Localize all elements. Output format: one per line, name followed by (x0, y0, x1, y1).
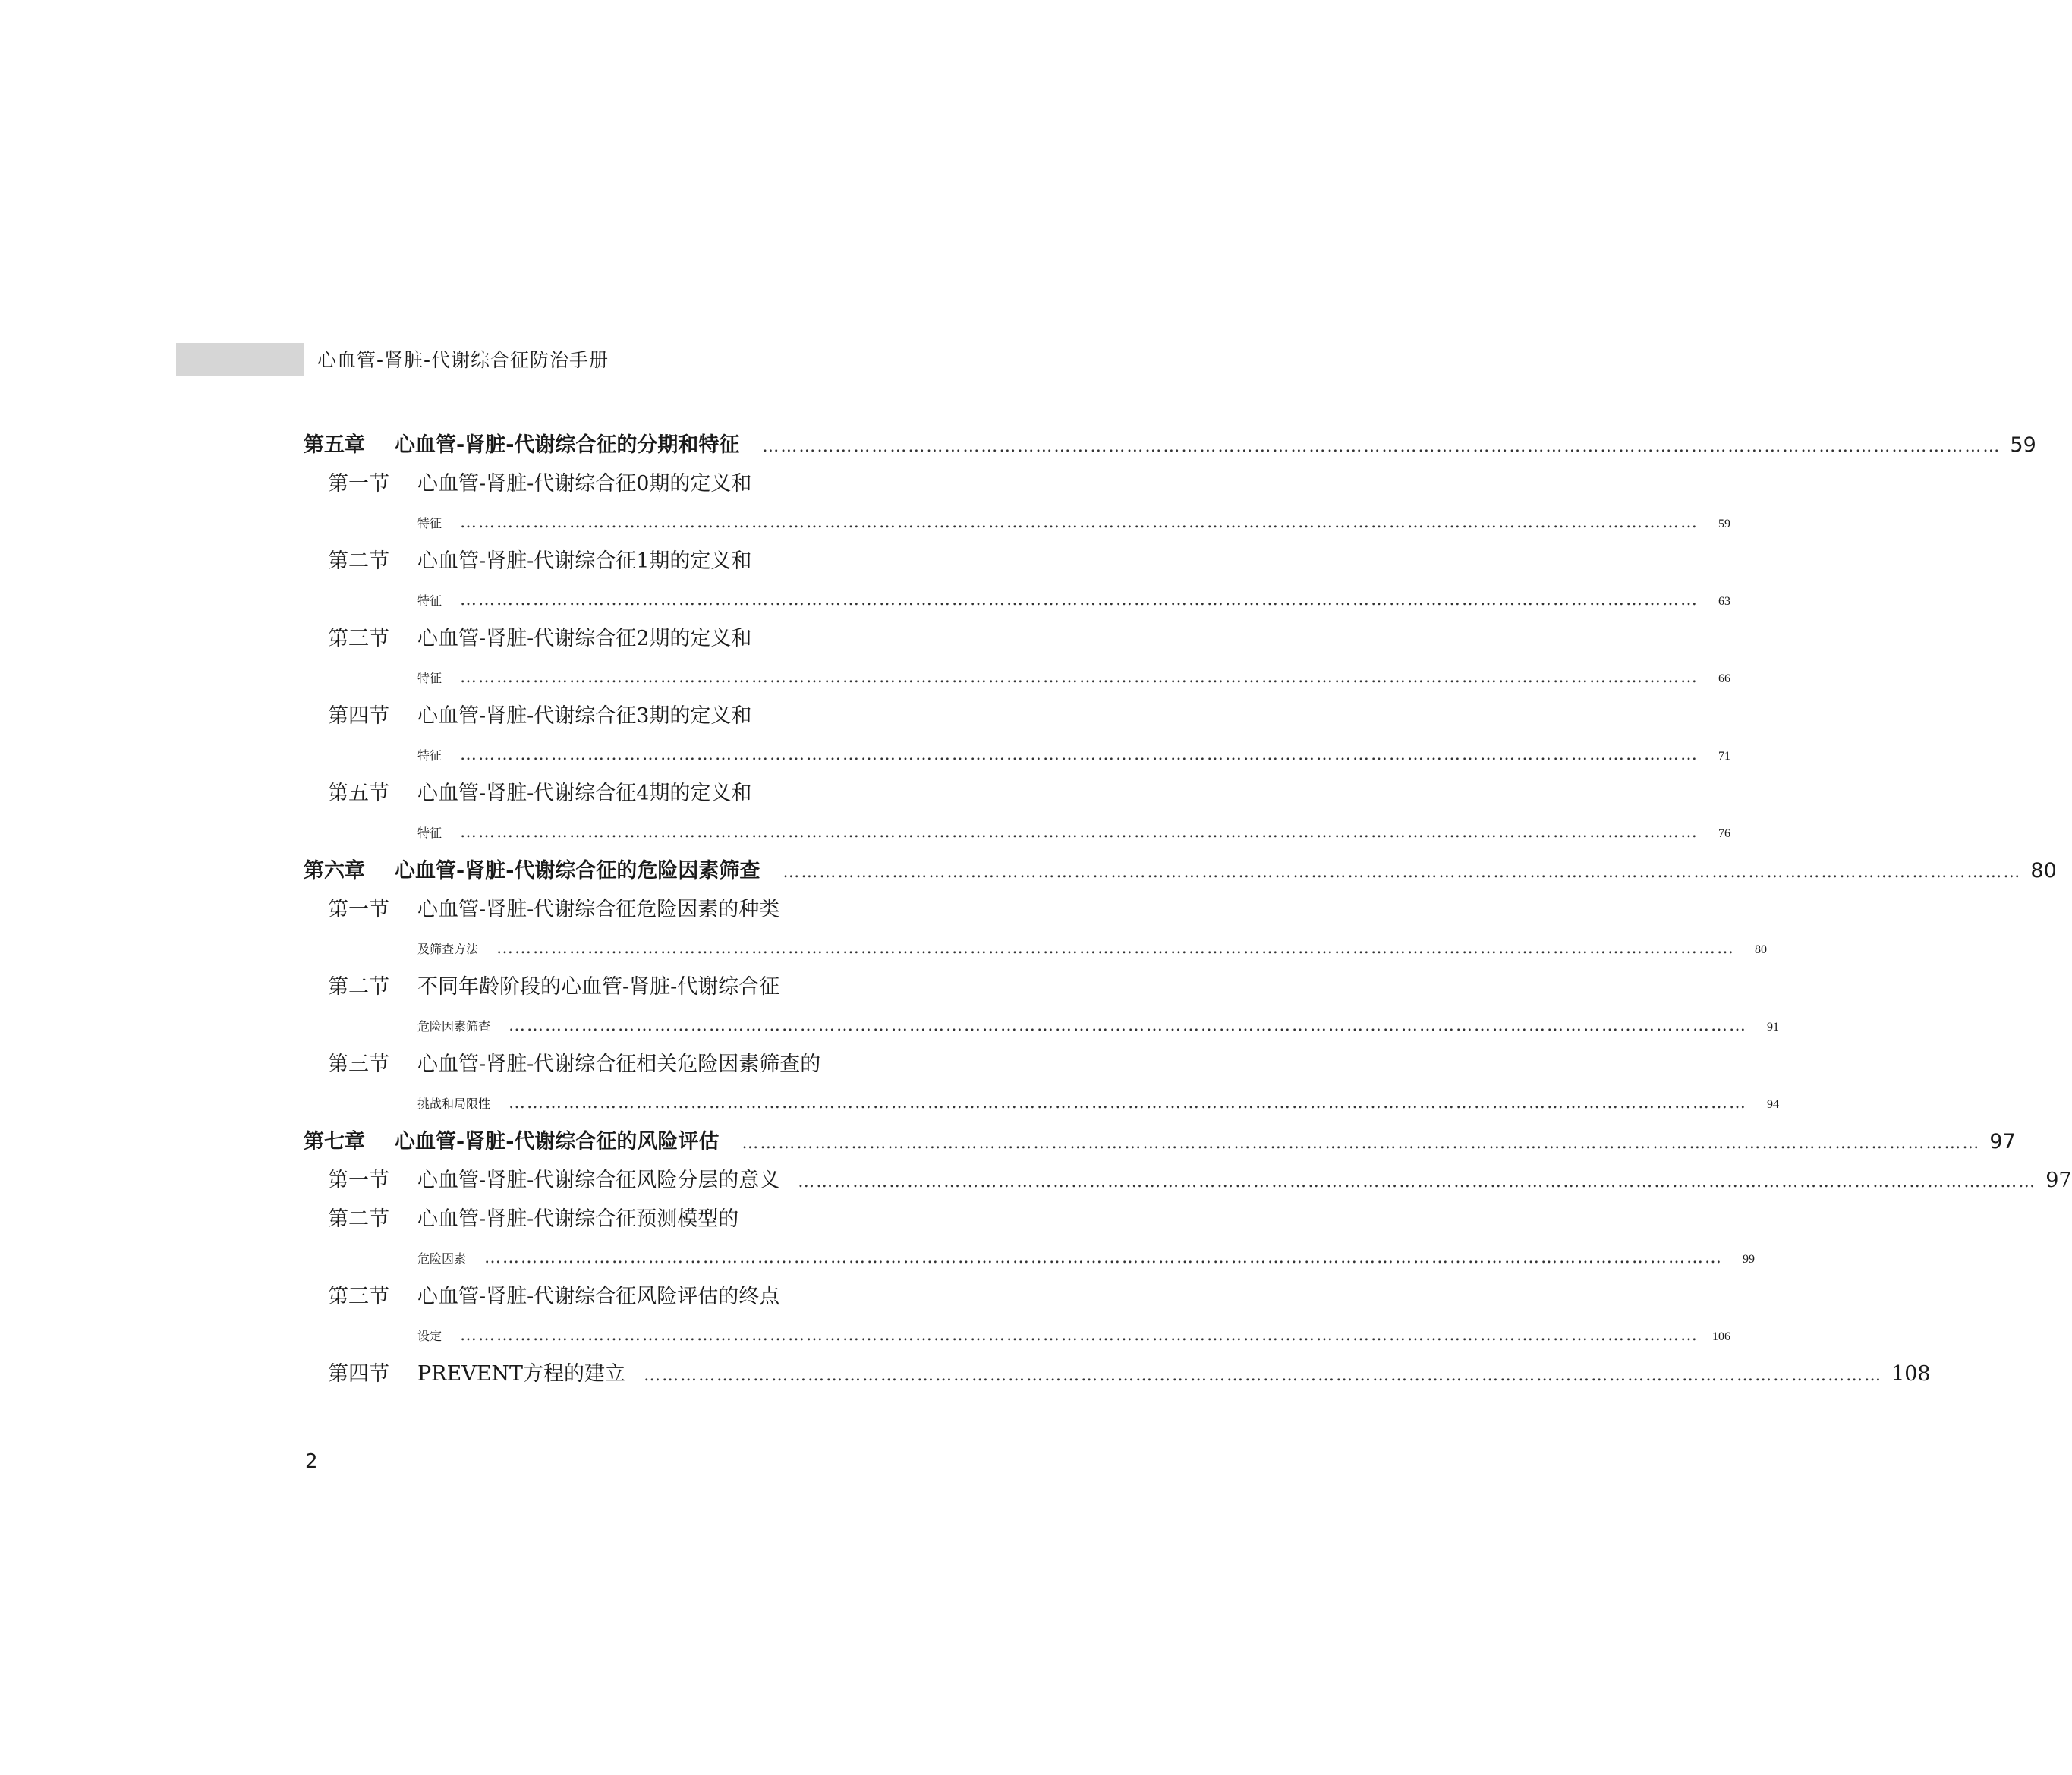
toc-dot-leader: …………………………………………………………………………………………………………………………………………………………………………………… (509, 1016, 1748, 1035)
toc-entry-label: 第二节 (328, 549, 389, 573)
toc-entry-title: 心血管-肾脏-代谢综合征4期的定义和 (417, 782, 752, 805)
toc-entry-title: 心血管-肾脏-代谢综合征危险因素的种类 (417, 898, 780, 921)
toc-entry-title: 心血管-肾脏-代谢综合征1期的定义和 (417, 549, 752, 573)
toc-page-number: 94 (1767, 1098, 1780, 1111)
toc-dot-leader: …………………………………………………………………………………………………………………………………………………………………………………… (742, 1134, 1981, 1153)
toc-entry-title: 不同年龄阶段的心血管-肾脏-代谢综合征 (417, 975, 780, 999)
toc-dot-leader: …………………………………………………………………………………………………………………………………………………………………………………… (509, 1094, 1748, 1113)
toc-entry-title: 特征 (417, 827, 442, 840)
toc-entry-title: 及筛查方法 (417, 943, 479, 956)
toc-chapter-entry[interactable] (304, 426, 2036, 464)
toc-page-number: 97 (1989, 1130, 2016, 1153)
toc-section-entry[interactable] (304, 1355, 1931, 1393)
toc-section-entry[interactable] (304, 542, 936, 581)
toc-entry-title: 特征 (417, 750, 442, 763)
toc-dot-leader: …………………………………………………………………………………………………………………………………………………………………………………… (460, 823, 1699, 842)
toc-dot-leader: …………………………………………………………………………………………………………………………………………………………………………………… (496, 939, 1736, 958)
toc-entry-label: 第七章 (304, 1130, 365, 1153)
toc-entry-title: 挑战和局限性 (417, 1098, 491, 1111)
toc-page-number: 91 (1767, 1021, 1780, 1034)
toc-entry-label: 第一节 (328, 898, 389, 921)
toc-page-number: 97 (2045, 1169, 2072, 1192)
toc-continuation-line[interactable] (304, 1238, 1756, 1277)
toc-entry-title: PREVENT方程的建立 (417, 1362, 626, 1386)
toc-entry-label: 第三节 (328, 1053, 389, 1076)
toc-section-entry[interactable] (304, 1277, 936, 1316)
toc-entry-title: 心血管-肾脏-代谢综合征预测模型的 (417, 1207, 739, 1231)
toc-section-entry[interactable] (304, 464, 936, 503)
toc-chapter-entry[interactable] (304, 851, 2057, 890)
toc-page-number: 106 (1712, 1330, 1731, 1343)
toc-section-entry[interactable] (304, 1200, 936, 1238)
toc-chapter-entry[interactable] (304, 1122, 2016, 1161)
toc-entry-title: 危险因素筛查 (417, 1021, 491, 1034)
toc-dot-leader: …………………………………………………………………………………………………………………………………………………………………………………… (783, 863, 2022, 882)
toc-continuation-line[interactable] (304, 929, 1768, 968)
toc-continuation-line[interactable] (304, 658, 1731, 697)
toc-entry-title: 心血管-肾脏-代谢综合征风险评估的终点 (417, 1285, 780, 1308)
toc-continuation-line[interactable] (304, 1084, 1780, 1122)
toc-entry-label: 第三节 (328, 1285, 389, 1308)
toc-entry-label: 第三节 (328, 627, 389, 650)
toc-page-number: 71 (1718, 750, 1731, 763)
toc-page-number: 80 (1755, 943, 1768, 956)
page-number: 2 (305, 1450, 318, 1473)
toc-entry-label: 第四节 (328, 1362, 389, 1386)
toc-dot-leader: …………………………………………………………………………………………………………………………………………………………………………………… (798, 1172, 2037, 1191)
header-gray-bar (176, 343, 304, 376)
toc-entry-label: 第一节 (328, 472, 389, 496)
toc-entry-title: 心血管-肾脏-代谢综合征风险分层的意义 (417, 1169, 780, 1192)
toc-entry-title: 特征 (417, 595, 442, 608)
toc-entry-title: 心血管-肾脏-代谢综合征相关危险因素筛查的 (417, 1053, 821, 1076)
toc-dot-leader: …………………………………………………………………………………………………………………………………………………………………………………… (460, 590, 1699, 609)
toc-section-entry[interactable] (304, 890, 936, 929)
toc-continuation-line[interactable] (304, 735, 1731, 774)
toc-continuation-line[interactable] (304, 503, 1731, 542)
toc-entry-title: 心血管-肾脏-代谢综合征的危险因素筛查 (395, 859, 760, 883)
toc-section-entry[interactable] (304, 1045, 936, 1084)
toc-page-number: 59 (2010, 433, 2036, 457)
toc-section-entry[interactable] (304, 1161, 2072, 1200)
toc-entry-label: 第二节 (328, 1207, 389, 1231)
toc-entry-title: 危险因素 (417, 1253, 467, 1266)
toc-entry-title: 特征 (417, 672, 442, 685)
toc-entry-title: 心血管-肾脏-代谢综合征0期的定义和 (417, 472, 752, 496)
toc-section-entry[interactable] (304, 619, 936, 658)
toc-entry-title: 心血管-肾脏-代谢综合征2期的定义和 (417, 627, 752, 650)
toc-continuation-line[interactable] (304, 1006, 1780, 1045)
toc-page-number: 59 (1718, 518, 1731, 530)
toc-continuation-line[interactable] (304, 813, 1731, 851)
toc-entry-label: 第五章 (304, 433, 365, 457)
toc-section-entry[interactable] (304, 774, 936, 813)
running-title: 心血管-肾脏-代谢综合征防治手册 (317, 349, 609, 371)
toc-page-number: 80 (2030, 859, 2057, 883)
toc-entry-label: 第五节 (328, 782, 389, 805)
toc-page-number: 108 (1891, 1362, 1931, 1386)
toc-section-entry[interactable] (304, 697, 936, 735)
toc-dot-leader: …………………………………………………………………………………………………………………………………………………………………………………… (762, 437, 2001, 456)
toc-dot-leader: …………………………………………………………………………………………………………………………………………………………………………………… (460, 513, 1699, 532)
toc-section-entry[interactable] (304, 968, 936, 1006)
toc-entry-label: 第四节 (328, 704, 389, 728)
toc-entry-label: 第一节 (328, 1169, 389, 1192)
toc-dot-leader: …………………………………………………………………………………………………………………………………………………………………………………… (484, 1248, 1724, 1267)
toc-entry-title: 心血管-肾脏-代谢综合征3期的定义和 (417, 704, 752, 728)
toc-page-number: 63 (1718, 595, 1731, 608)
toc-entry-title: 设定 (417, 1330, 442, 1343)
table-of-contents (304, 426, 2072, 1393)
toc-dot-leader: …………………………………………………………………………………………………………………………………………………………………………………… (460, 745, 1699, 764)
toc-continuation-line[interactable] (304, 581, 1731, 619)
toc-page-number: 66 (1718, 672, 1731, 685)
toc-entry-label: 第六章 (304, 859, 365, 883)
toc-page-number: 99 (1743, 1253, 1756, 1266)
toc-dot-leader: …………………………………………………………………………………………………………………………………………………………………………………… (644, 1366, 1883, 1385)
toc-dot-leader: …………………………………………………………………………………………………………………………………………………………………………………… (460, 1326, 1699, 1345)
toc-page-number: 76 (1718, 827, 1731, 840)
toc-entry-label: 第二节 (328, 975, 389, 999)
toc-entry-title: 心血管-肾脏-代谢综合征的分期和特征 (395, 433, 740, 457)
toc-entry-title: 特征 (417, 518, 442, 530)
toc-continuation-line[interactable] (304, 1316, 1731, 1355)
toc-entry-title: 心血管-肾脏-代谢综合征的风险评估 (395, 1130, 720, 1153)
toc-dot-leader: …………………………………………………………………………………………………………………………………………………………………………………… (460, 668, 1699, 687)
